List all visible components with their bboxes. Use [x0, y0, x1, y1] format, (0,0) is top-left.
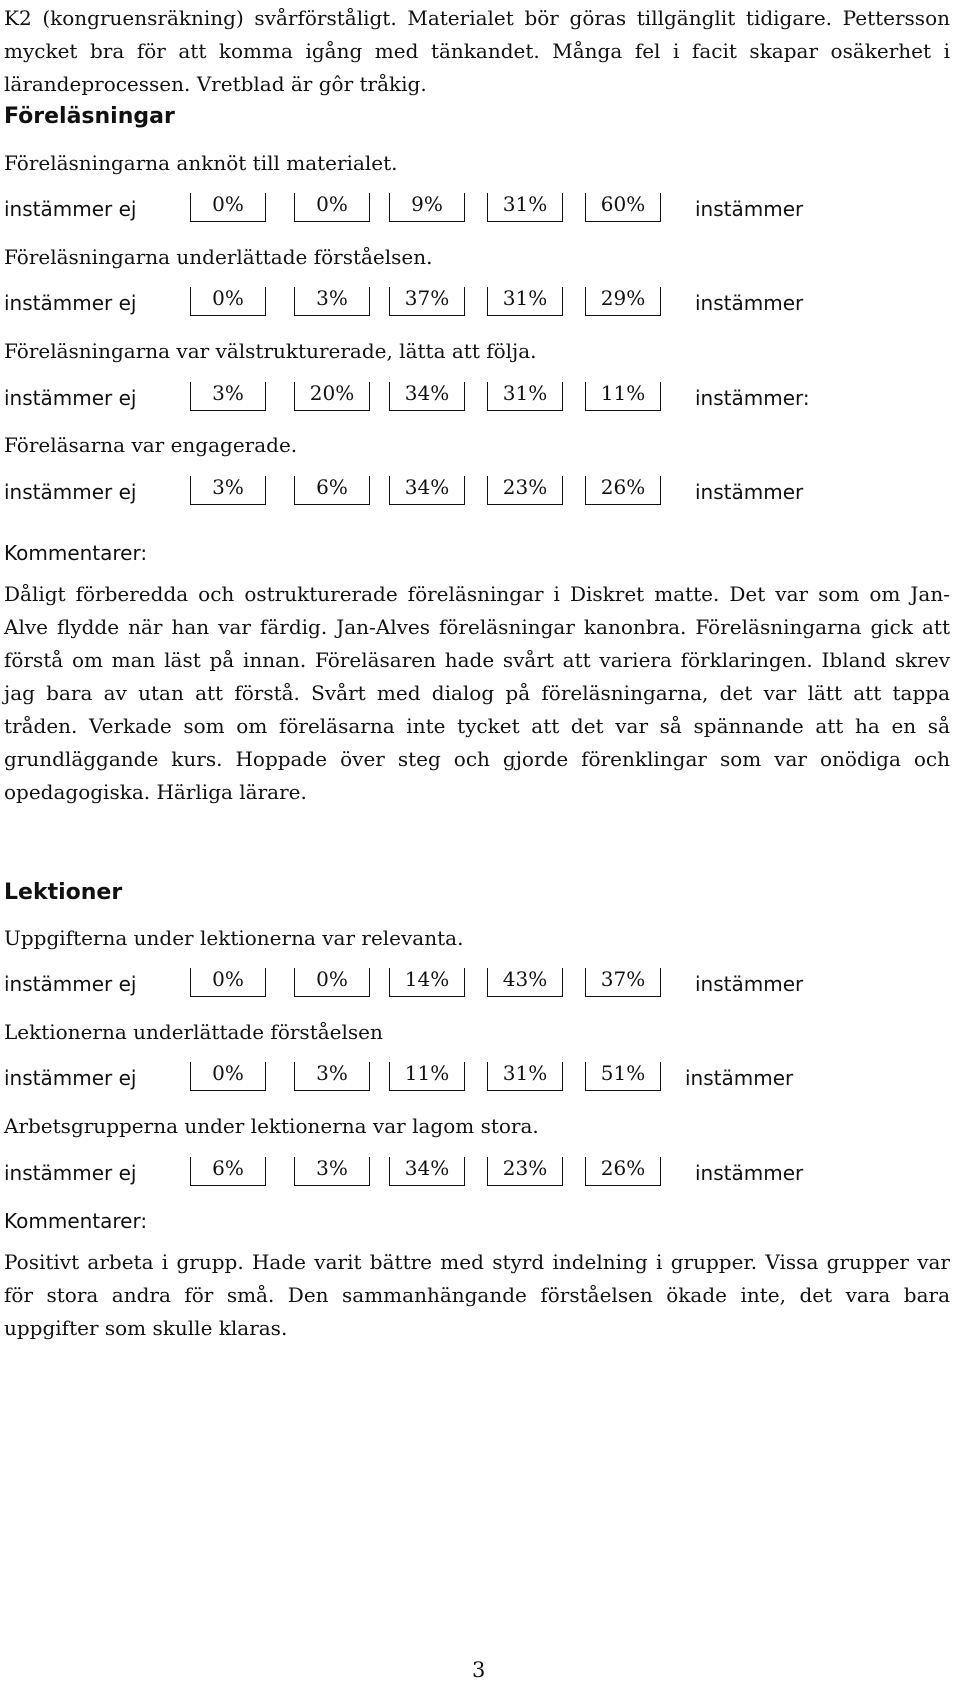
rating-box: 3% [294, 1157, 370, 1186]
section-heading-lektioner: Lektioner [4, 880, 123, 905]
scale-right-label: instämmer [695, 1161, 804, 1185]
scale-left-label: instämmer ej [4, 386, 137, 410]
rating-box: 3% [294, 1062, 370, 1091]
rating-box: 37% [389, 287, 465, 316]
scale-right-label: instämmer: [695, 386, 810, 410]
scale-right-label: instämmer [695, 197, 804, 221]
rating-box: 20% [294, 382, 370, 411]
scale-left-label: instämmer ej [4, 1066, 137, 1090]
question-text: Föreläsningarna underlättade förståelsen. [4, 245, 433, 269]
rating-box: 6% [294, 476, 370, 505]
rating-box: 34% [389, 382, 465, 411]
comments-label: Kommentarer: [4, 1209, 148, 1233]
rating-box: 23% [487, 476, 563, 505]
rating-scale [4, 968, 954, 1002]
rating-box: 0% [190, 193, 266, 222]
rating-scale [4, 1062, 954, 1096]
rating-box: 37% [585, 968, 661, 997]
rating-box: 11% [585, 382, 661, 411]
rating-box: 0% [294, 968, 370, 997]
rating-box: 51% [585, 1062, 661, 1091]
page-number: 3 [472, 1658, 486, 1682]
comments-text: Positivt arbeta i grupp. Hade varit bättre med styrd indelning i grupper. Vissa grupper var för stora andra för små. Den sammanhängande förståelsen ökade inte, det vara bara uppgifter som skulle klaras. [4, 1250, 950, 1340]
scale-right-label: instämmer [695, 291, 804, 315]
rating-box: 14% [389, 968, 465, 997]
rating-scale [4, 193, 954, 227]
rating-box: 0% [190, 287, 266, 316]
question-text: Föreläsningarna var välstrukturerade, lätta att följa. [4, 339, 537, 363]
question-text: Föreläsarna var engagerade. [4, 433, 298, 457]
rating-scale [4, 476, 954, 510]
rating-box: 31% [487, 287, 563, 316]
rating-box: 0% [190, 1062, 266, 1091]
rating-scale [4, 1157, 954, 1191]
comments-text: Dåligt förberedda och ostrukturerade föreläsningar i Diskret matte. Det var som om Jan-Alve flydde när han var färdig. Jan-Alves föreläsningar kanonbra. Föreläsningarna gick att förstå om man läst på innan. Föreläsaren hade svårt att variera förklaringen. Ibland skrev jag bara av utan att förstå. Svårt med dialog på föreläsningarna, det var lätt att tappa tråden. Verkade som om föreläsarna inte tycket att det var så spännande att ha en så grundläggande kurs. Hoppade över steg och gjorde förenklingar som var onödiga och opedagogiska. Härliga lärare. [4, 582, 950, 804]
rating-box: 3% [190, 382, 266, 411]
rating-box: 26% [585, 476, 661, 505]
scale-right-label: instämmer [695, 972, 804, 996]
rating-box: 9% [389, 193, 465, 222]
rating-box: 0% [190, 968, 266, 997]
scale-right-label: instämmer [685, 1066, 794, 1090]
rating-box: 34% [389, 1157, 465, 1186]
scale-left-label: instämmer ej [4, 291, 137, 315]
rating-box: 23% [487, 1157, 563, 1186]
rating-box: 31% [487, 193, 563, 222]
rating-box: 43% [487, 968, 563, 997]
rating-scale [4, 382, 954, 416]
scale-right-label: instämmer [695, 480, 804, 504]
question-text: Föreläsningarna anknöt till materialet. [4, 151, 398, 175]
scale-left-label: instämmer ej [4, 972, 137, 996]
scale-left-label: instämmer ej [4, 1161, 137, 1185]
question-text: Uppgifterna under lektionerna var relevanta. [4, 926, 464, 950]
question-text: Arbetsgrupperna under lektionerna var lagom stora. [4, 1114, 539, 1138]
rating-box: 11% [389, 1062, 465, 1091]
scale-left-label: instämmer ej [4, 480, 137, 504]
rating-box: 6% [190, 1157, 266, 1186]
rating-box: 26% [585, 1157, 661, 1186]
scale-left-label: instämmer ej [4, 197, 137, 221]
rating-box: 31% [487, 382, 563, 411]
question-text: Lektionerna underlättade förståelsen [4, 1020, 383, 1044]
rating-box: 29% [585, 287, 661, 316]
section-heading-forelasningar: Föreläsningar [4, 104, 175, 129]
rating-box: 3% [190, 476, 266, 505]
intro-paragraph: K2 (kongruensräkning) svårförståligt. Materialet bör göras tillgänglit tidigare. Pettersson mycket bra för att komma igång med tänkandet. Många fel i facit skapar osäkerhet i lärandeprocessen. Vretblad är gôr tråkig. [4, 6, 950, 96]
rating-box: 3% [294, 287, 370, 316]
comments-label: Kommentarer: [4, 541, 148, 565]
rating-scale [4, 287, 954, 321]
rating-box: 34% [389, 476, 465, 505]
rating-box: 60% [585, 193, 661, 222]
rating-box: 0% [294, 193, 370, 222]
rating-box: 31% [487, 1062, 563, 1091]
